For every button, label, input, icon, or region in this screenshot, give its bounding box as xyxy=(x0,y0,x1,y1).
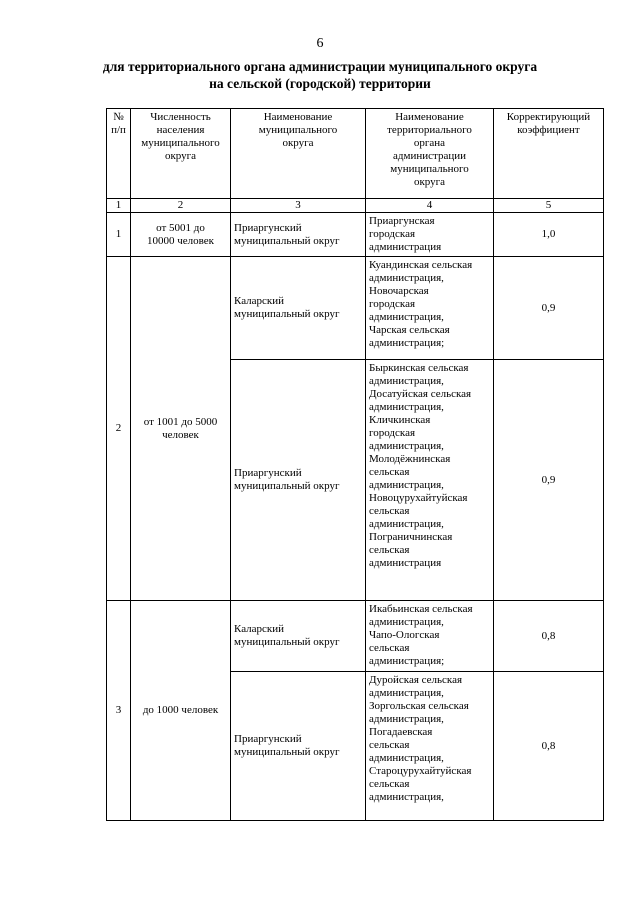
coefficient-table xyxy=(106,108,604,821)
population-range xyxy=(131,213,231,257)
population-range xyxy=(131,601,231,821)
okrug-name xyxy=(231,601,366,672)
cell-line: сельская xyxy=(369,642,410,654)
cell-line: городская xyxy=(369,427,416,439)
cell-line: администрация, xyxy=(369,713,444,725)
cell-line: Новоцурухайтуйская xyxy=(369,492,468,504)
title-line-2: на сельской (городской) территории xyxy=(209,76,431,91)
row-number: 1 xyxy=(107,213,131,257)
header-population xyxy=(131,109,231,199)
column-index-row xyxy=(107,199,604,213)
document-title xyxy=(90,58,550,92)
cell-line: Погадаевская xyxy=(369,726,433,738)
cell-line: администрация, xyxy=(369,479,444,491)
cell-line: Приаргунский xyxy=(234,733,302,745)
cell-line: Икабьинская сельская xyxy=(369,603,473,615)
cell-line: администрация, xyxy=(369,687,444,699)
column-index: 5 xyxy=(494,199,604,213)
admin-names xyxy=(366,213,494,257)
cell-line: № xyxy=(113,111,124,123)
cell-line: органа xyxy=(413,137,446,149)
cell-line: Приаргунская xyxy=(369,215,435,227)
cell-line: сельская xyxy=(369,544,410,556)
okrug-name xyxy=(231,257,366,360)
cell-line: администрация, xyxy=(369,375,444,387)
cell-line: п/п xyxy=(111,124,126,136)
cell-line: Молодёжнинская xyxy=(369,453,451,465)
cell-line: муниципальный округ xyxy=(234,480,340,492)
cell-line: человек xyxy=(162,428,199,441)
cell-line: от 1001 до 5000 xyxy=(143,415,218,428)
cell-line: Новочарская xyxy=(369,285,429,297)
cell-line: Приаргунский xyxy=(234,467,302,479)
coefficient-value: 0,9 xyxy=(494,257,604,360)
cell-line: администрация xyxy=(369,557,442,569)
cell-line: сельская xyxy=(369,505,410,517)
cell-line: администрация, xyxy=(369,401,444,413)
cell-line: муниципальный округ xyxy=(234,746,340,758)
header-num xyxy=(107,109,131,199)
column-index: 2 xyxy=(131,199,231,213)
cell-line: Численность xyxy=(150,111,211,123)
column-index: 3 xyxy=(231,199,366,213)
population-range xyxy=(131,257,231,601)
cell-line: Пограничнинская xyxy=(369,531,453,543)
admin-names xyxy=(366,257,494,360)
cell-line: Наименование xyxy=(263,111,333,123)
coefficient-value: 1,0 xyxy=(494,213,604,257)
cell-line: Приаргунский xyxy=(234,221,302,234)
cell-line: Куандинская сельская xyxy=(369,259,473,271)
cell-line: Дуройская сельская xyxy=(369,674,463,686)
cell-line: сельская xyxy=(369,739,410,751)
cell-line: администрация, xyxy=(369,311,444,323)
cell-line: Староцурухайтуйская xyxy=(369,765,472,777)
cell-line: Досатуйская сельская xyxy=(369,388,472,400)
table-row xyxy=(107,601,604,672)
cell-line: сельская xyxy=(369,778,410,790)
cell-line: округа xyxy=(282,137,314,149)
table-header-row xyxy=(107,109,604,199)
cell-line: Каларский xyxy=(234,295,285,307)
cell-line: администрация, xyxy=(369,752,444,764)
cell-line: Быркинская сельская xyxy=(369,362,469,374)
cell-line: Корректирующий xyxy=(506,111,591,123)
cell-line: муниципального xyxy=(390,163,469,175)
cell-line: администрация; xyxy=(369,337,445,349)
cell-line: Чапо-Ологская xyxy=(369,629,440,641)
cell-line: администрации xyxy=(393,150,466,162)
table-row xyxy=(107,213,604,257)
admin-names xyxy=(366,360,494,601)
cell-line: городская xyxy=(369,228,416,240)
cell-line: Наименование xyxy=(395,111,464,123)
cell-line: Каларский xyxy=(234,623,285,635)
cell-line: муниципального xyxy=(258,124,338,136)
coefficient-value: 0,8 xyxy=(494,601,604,672)
title-line-1: для территориального органа администрации муниципального округа xyxy=(102,59,538,74)
cell-line: коэффициент xyxy=(517,124,580,136)
cell-line: территориального xyxy=(387,124,472,136)
header-coefficient xyxy=(494,109,604,199)
table-row xyxy=(107,257,604,360)
page-number: 6 xyxy=(316,36,324,51)
okrug-name xyxy=(231,213,366,257)
cell-line: 10000 человек xyxy=(146,234,214,247)
cell-line: администрация, xyxy=(369,272,444,284)
cell-line: сельская xyxy=(369,466,410,478)
cell-line: муниципального xyxy=(141,137,220,149)
row-number: 3 xyxy=(107,601,131,821)
cell-line: округа xyxy=(164,150,197,162)
cell-line: Зоргольская сельская xyxy=(369,700,469,712)
column-index: 4 xyxy=(366,199,494,213)
okrug-name xyxy=(231,360,366,601)
cell-line: Кличкинская xyxy=(369,414,431,426)
cell-line: от 5001 до xyxy=(156,221,205,234)
header-admin xyxy=(366,109,494,199)
column-index: 1 xyxy=(107,199,131,213)
cell-line: населения xyxy=(156,124,205,136)
cell-line: муниципальный округ xyxy=(234,234,340,247)
header-okrug xyxy=(231,109,366,199)
cell-line: администрация; xyxy=(369,655,445,667)
cell-line: до 1000 человек xyxy=(142,704,219,716)
cell-line: администрация xyxy=(369,241,442,253)
admin-names xyxy=(366,601,494,672)
coefficient-value: 0,8 xyxy=(494,672,604,821)
cell-line: муниципальный округ xyxy=(234,308,340,320)
cell-line: администрация, xyxy=(369,616,444,628)
cell-line: администрация, xyxy=(369,440,444,452)
cell-line: муниципальный округ xyxy=(234,636,340,648)
cell-line: Чарская сельская xyxy=(369,324,450,336)
cell-line: округа xyxy=(413,176,446,188)
cell-line: администрация, xyxy=(369,791,444,803)
cell-line: городская xyxy=(369,298,416,310)
okrug-name xyxy=(231,672,366,821)
cell-line: администрация, xyxy=(369,518,444,530)
coefficient-value: 0,9 xyxy=(494,360,604,601)
row-number: 2 xyxy=(107,257,131,601)
admin-names xyxy=(366,672,494,821)
